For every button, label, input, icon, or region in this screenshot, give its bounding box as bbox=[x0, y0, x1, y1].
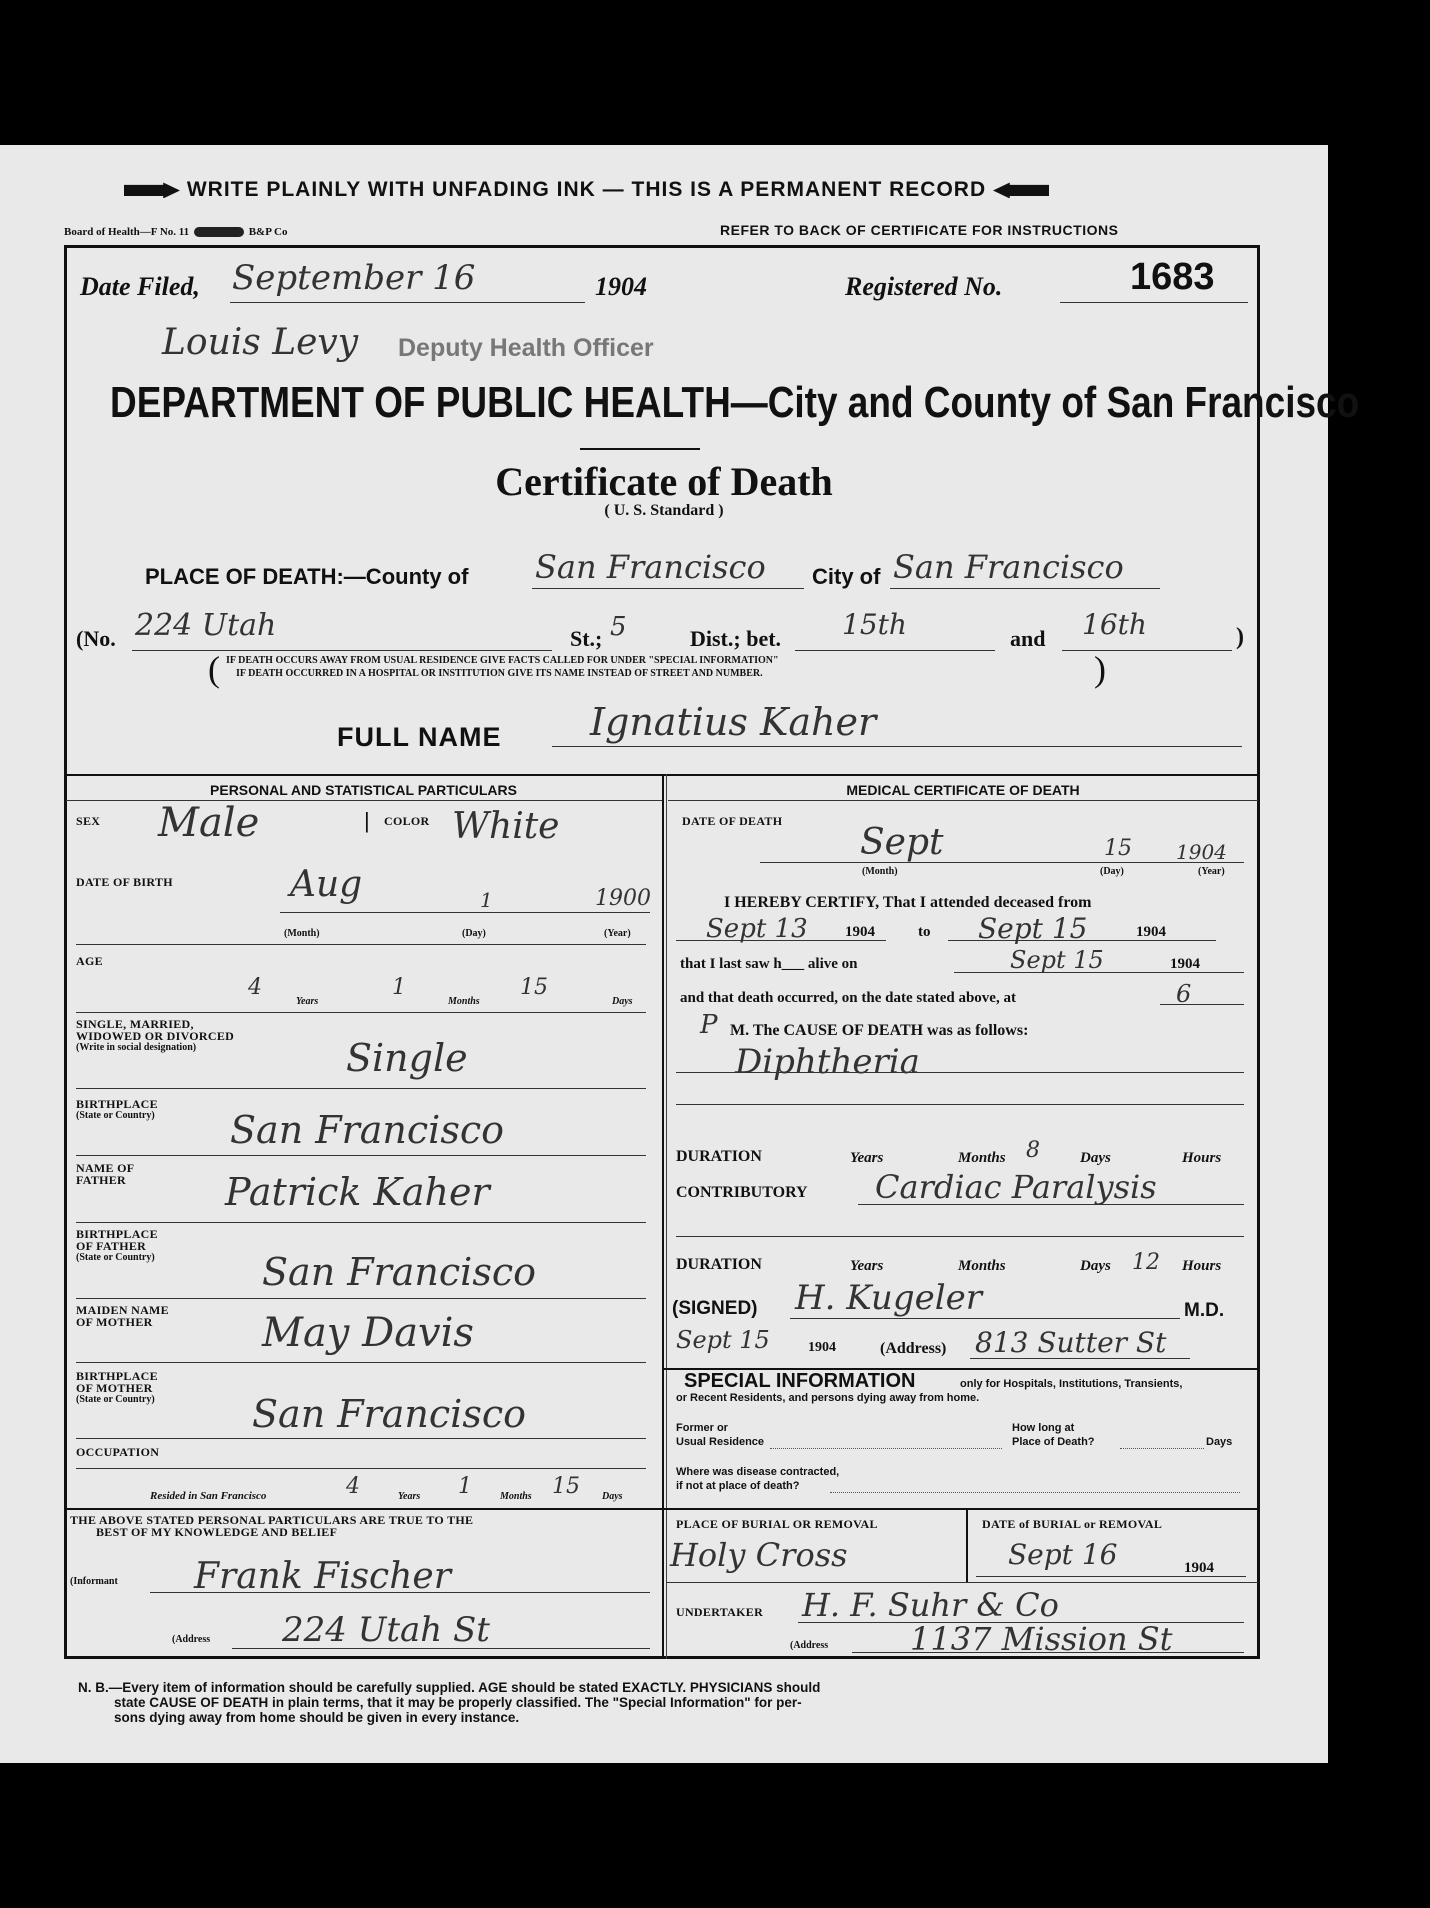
city-label: City of bbox=[812, 564, 881, 589]
date-filed-label: Date Filed, bbox=[80, 272, 200, 301]
physician-signature: H. Kugeler bbox=[795, 1278, 982, 1318]
death-occurred-label: and that death occurred, on the date stated above, at bbox=[680, 990, 1016, 1006]
signed-date: Sept 15 bbox=[676, 1326, 770, 1354]
certificate-title: Certificate of Death bbox=[495, 459, 833, 504]
informant-address-label: (Address bbox=[172, 1634, 211, 1645]
dob-day: 1 bbox=[480, 888, 493, 912]
age-months: 1 bbox=[392, 975, 406, 1000]
md-label: M.D. bbox=[1184, 1300, 1225, 1321]
death-hour: 6 bbox=[1176, 980, 1192, 1008]
full-name-value: Ignatius Kaher bbox=[590, 700, 877, 744]
street-no-label: (No. bbox=[76, 626, 116, 651]
date-of-death-day: 15 bbox=[1104, 836, 1132, 861]
registered-number: 1683 bbox=[1130, 256, 1215, 298]
attended-to: Sept 15 bbox=[978, 912, 1088, 945]
occupation-label: OCCUPATION bbox=[76, 1445, 160, 1459]
date-of-death-label: DATE OF DEATH bbox=[682, 814, 783, 828]
certificate-subtitle: ( U. S. Standard ) bbox=[604, 502, 724, 519]
birthplace-value: San Francisco bbox=[230, 1108, 504, 1152]
street-no-value: 224 Utah bbox=[135, 608, 277, 643]
ward-label: St.; bbox=[570, 626, 603, 651]
county-value: San Francisco bbox=[535, 548, 766, 586]
union-label-icon bbox=[194, 227, 244, 237]
date-filed-year: 1904 bbox=[595, 272, 647, 301]
age-days: 15 bbox=[520, 975, 548, 1000]
place-of-death-label: PLACE OF DEATH:—County of bbox=[145, 564, 469, 589]
age-label: AGE bbox=[76, 954, 103, 968]
city-value: San Francisco bbox=[893, 548, 1124, 586]
informant-value: Frank Fischer bbox=[194, 1556, 451, 1597]
place-note-2: IF DEATH OCCURRED IN A HOSPITAL OR INSTITUTION GIVE ITS NAME INSTEAD OF STREET AND NUMBER. bbox=[236, 668, 763, 679]
date-filed-value: September 16 bbox=[232, 258, 476, 298]
form-number: Board of Health—F No. 11 B&P Co bbox=[64, 226, 288, 238]
place-note-1: IF DEATH OCCURS AWAY FROM USUAL RESIDENCE GIVE FACTS CALLED FOR UNDER "SPECIAL INFORMATION" bbox=[226, 655, 779, 666]
duration-2-hours: 12 bbox=[1132, 1250, 1160, 1275]
burial-place-value: Holy Cross bbox=[670, 1536, 848, 1574]
banner: WRITE PLAINLY WITH UNFADING INK — THIS IS A PERMANENT RECORD bbox=[124, 178, 1049, 202]
color-value: White bbox=[452, 806, 560, 847]
date-of-death-month: Sept bbox=[860, 822, 944, 863]
attended-from: Sept 13 bbox=[706, 914, 808, 944]
contributory-value: Cardiac Paralysis bbox=[875, 1168, 1157, 1206]
date-of-death-year: 1904 bbox=[1176, 840, 1227, 864]
ward-value: 5 bbox=[610, 612, 627, 642]
signed-label: (SIGNED) bbox=[672, 1298, 758, 1319]
burial-date-value: Sept 16 bbox=[1008, 1538, 1118, 1571]
personal-heading: PERSONAL AND STATISTICAL PARTICULARS bbox=[210, 782, 517, 798]
dob-month: Aug bbox=[290, 864, 363, 905]
special-info-heading: SPECIAL INFORMATION bbox=[684, 1370, 916, 1392]
physician-address: 813 Sutter St bbox=[975, 1326, 1167, 1359]
marital-status-value: Single bbox=[346, 1036, 468, 1080]
footnote: N. B.—Every item of information should be carefully supplied. AGE should be stated EXACTLY. PHYSICIANS should state CAUSE OF DEATH in plain terms, that it may be properly classified. The "Special Information" for per- sons dying away from home should be given in every instance. bbox=[78, 1680, 821, 1725]
informant-label: (Informant bbox=[70, 1576, 118, 1587]
undertaker-value: H. F. Suhr & Co bbox=[802, 1586, 1059, 1624]
pointing-hand-right-icon bbox=[124, 182, 180, 198]
attestation-line-1: THE ABOVE STATED PERSONAL PARTICULARS ARE TRUE TO THE bbox=[70, 1513, 474, 1527]
department-title: DEPARTMENT OF PUBLIC HEALTH—City and County of San Francisco bbox=[110, 378, 1360, 427]
officer-title: Deputy Health Officer bbox=[398, 334, 654, 362]
resided-days: 15 bbox=[552, 1474, 580, 1499]
registered-label: Registered No. bbox=[845, 272, 1003, 301]
sex-label: SEX bbox=[76, 814, 101, 828]
undertaker-label: UNDERTAKER bbox=[676, 1605, 764, 1619]
between-street-2: 16th bbox=[1082, 608, 1147, 641]
contributory-label: CONTRIBUTORY bbox=[676, 1184, 808, 1201]
burial-date-label: DATE of BURIAL or REMOVAL bbox=[982, 1517, 1163, 1531]
age-years: 4 bbox=[248, 975, 262, 1000]
refer-instructions: REFER TO BACK OF CERTIFICATE FOR INSTRUCTIONS bbox=[720, 222, 1119, 238]
between-street-1: 15th bbox=[842, 608, 907, 641]
dob-year: 1900 bbox=[595, 886, 651, 911]
cause-of-death-label: M. The CAUSE OF DEATH was as follows: bbox=[730, 1022, 1029, 1039]
certify-statement: I HEREBY CERTIFY, That I attended deceased from bbox=[724, 894, 1092, 911]
last-saw-date: Sept 15 bbox=[1010, 946, 1104, 974]
duration-1-days: 8 bbox=[1026, 1138, 1040, 1163]
undertaker-address: 1137 Mission St bbox=[910, 1620, 1173, 1658]
attestation-line-2: BEST OF MY KNOWLEDGE AND BELIEF bbox=[96, 1525, 338, 1539]
informant-address-value: 224 Utah St bbox=[282, 1610, 490, 1650]
father-birthplace-value: San Francisco bbox=[262, 1250, 536, 1294]
cause-of-death-value: Diphtheria bbox=[735, 1042, 920, 1082]
and-label: and bbox=[1010, 626, 1046, 651]
pointing-hand-left-icon bbox=[993, 182, 1049, 198]
dob-label: DATE OF BIRTH bbox=[76, 875, 173, 889]
resided-months: 1 bbox=[458, 1474, 472, 1499]
mother-birthplace-value: San Francisco bbox=[252, 1392, 526, 1436]
resided-years: 4 bbox=[346, 1474, 360, 1499]
death-meridiem: P bbox=[700, 1010, 718, 1040]
father-name-value: Patrick Kaher bbox=[225, 1170, 490, 1214]
medical-heading: MEDICAL CERTIFICATE OF DEATH bbox=[846, 782, 1080, 798]
officer-signature: Louis Levy bbox=[162, 322, 359, 363]
mother-name-value: May Davis bbox=[262, 1310, 474, 1356]
full-name-label: FULL NAME bbox=[337, 722, 502, 752]
district-label: Dist.; bet. bbox=[690, 626, 782, 651]
burial-place-label: PLACE OF BURIAL OR REMOVAL bbox=[676, 1517, 878, 1531]
last-saw-label: that I last saw h___ alive on bbox=[680, 956, 858, 972]
sex-value: Male bbox=[158, 800, 260, 846]
color-label: COLOR bbox=[384, 814, 430, 828]
